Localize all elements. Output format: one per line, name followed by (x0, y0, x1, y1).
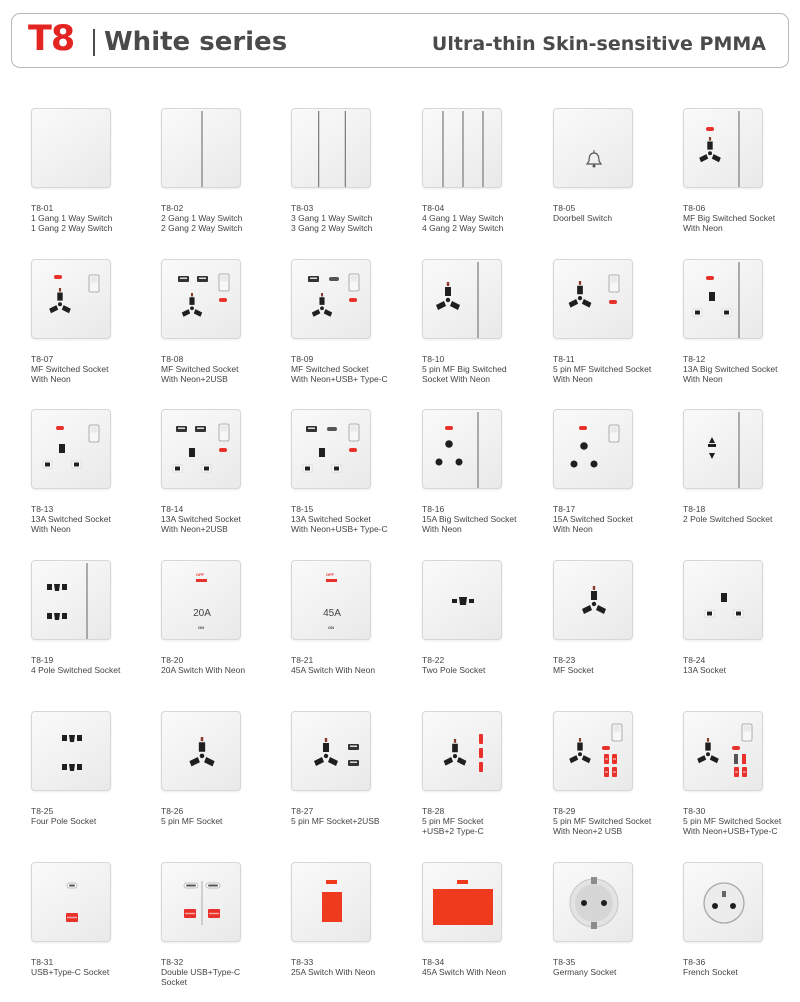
product-description: 4 Gang 1 Way Switch 4 Gang 2 Way Switch (422, 213, 504, 233)
product-panel-image (291, 711, 371, 791)
product-card (161, 409, 279, 549)
product-description: 13A Socket (683, 665, 727, 675)
product-card (553, 108, 671, 248)
product-code: T8-35 (553, 957, 576, 967)
product-description: MF Switched Socket With Neon+2USB (161, 364, 239, 384)
product-description: MF Big Switched Socket With Neon (683, 213, 776, 233)
product-card (291, 259, 409, 399)
series-title: White series (104, 27, 288, 57)
product-card (422, 108, 540, 248)
product-description: 45A Switch With Neon (291, 665, 376, 675)
product-panel-image (553, 862, 633, 942)
product-description: 13A Switched Socket With Neon+USB+ Type-C (291, 514, 388, 534)
product-card (291, 862, 409, 1002)
product-card (31, 711, 149, 851)
product-panel-image (31, 862, 111, 942)
product-panel-image (161, 409, 241, 489)
off-label: OFF (326, 572, 334, 577)
product-code: T8-06 (683, 203, 706, 213)
product-description: MF Socket (553, 665, 594, 675)
product-code: T8-26 (161, 806, 184, 816)
product-panel-image (683, 108, 763, 188)
tagline: Ultra-thin Skin-sensitive PMMA (431, 33, 766, 55)
product-code: T8-05 (553, 203, 576, 213)
product-code: T8-36 (683, 957, 706, 967)
product-card (291, 409, 409, 549)
product-panel-image (161, 560, 241, 640)
product-card (553, 560, 671, 700)
product-panel-image (161, 108, 241, 188)
product-description: Two Pole Socket (422, 665, 486, 675)
product-description: 2 Gang 1 Way Switch 2 Gang 2 Way Switch (161, 213, 243, 233)
product-code: T8-25 (31, 806, 54, 816)
product-code: T8-34 (422, 957, 445, 967)
product-panel-image (553, 711, 633, 791)
product-panel-image (553, 259, 633, 339)
product-panel-image (161, 862, 241, 942)
product-panel-image (31, 108, 111, 188)
product-description: USB+Type-C Socket (31, 967, 110, 977)
product-panel-image (291, 409, 371, 489)
product-code: T8-13 (31, 504, 54, 514)
product-panel-image (683, 862, 763, 942)
on-label: ON (328, 625, 334, 630)
product-card (422, 409, 540, 549)
product-code: T8-20 (161, 655, 184, 665)
product-code: T8-07 (31, 354, 54, 364)
product-description: MF Switched Socket With Neon+USB+ Type-C (291, 364, 388, 384)
amp-label: 20A (193, 608, 211, 619)
product-panel-image (683, 259, 763, 339)
product-panel-image (422, 409, 502, 489)
product-code: T8-33 (291, 957, 314, 967)
product-card (161, 259, 279, 399)
product-code: T8-22 (422, 655, 445, 665)
product-description: 5 pin MF Switched Socket With Neon (553, 364, 652, 384)
product-card (291, 108, 409, 248)
product-panel-image (161, 711, 241, 791)
product-card (683, 108, 800, 248)
product-panel-image (553, 560, 633, 640)
brand-title: T8 (28, 19, 75, 59)
product-card (683, 862, 800, 1002)
product-description: 5 pin MF Socket+2USB (291, 816, 380, 826)
product-description: MF Switched Socket With Neon (31, 364, 109, 384)
product-code: T8-08 (161, 354, 184, 364)
product-card (161, 711, 279, 851)
product-panel-image (291, 862, 371, 942)
product-panel-image (553, 409, 633, 489)
product-card (553, 711, 671, 851)
product-description: Four Pole Socket (31, 816, 97, 826)
product-description: Germany Socket (553, 967, 617, 977)
product-code: T8-31 (31, 957, 54, 967)
product-description: 25A Switch With Neon (291, 967, 376, 977)
product-description: 5 pin MF Big Switched Socket With Neon (422, 364, 507, 384)
product-panel-image (422, 711, 502, 791)
product-code: T8-10 (422, 354, 445, 364)
product-panel-image (291, 108, 371, 188)
product-card (291, 560, 409, 700)
product-panel-image (161, 259, 241, 339)
product-code: T8-14 (161, 504, 184, 514)
product-description: 15A Switched Socket With Neon (553, 514, 633, 534)
product-description: Double USB+Type-C Socket (161, 967, 241, 987)
product-code: T8-12 (683, 354, 706, 364)
product-code: T8-27 (291, 806, 314, 816)
product-description: 20A Switch With Neon (161, 665, 246, 675)
product-card (553, 409, 671, 549)
product-panel-image (31, 409, 111, 489)
product-card (31, 862, 149, 1002)
product-panel-image (683, 409, 763, 489)
product-panel-image (683, 560, 763, 640)
product-panel-image (422, 259, 502, 339)
product-panel-image (31, 259, 111, 339)
product-description: 15A Big Switched Socket With Neon (422, 514, 517, 534)
product-description: 5 pin MF Switched Socket With Neon+2 USB (553, 816, 652, 836)
product-card (31, 560, 149, 700)
product-code: T8-02 (161, 203, 184, 213)
product-card (422, 560, 540, 700)
product-code: T8-03 (291, 203, 314, 213)
product-panel-image (422, 862, 502, 942)
product-code: T8-09 (291, 354, 314, 364)
product-panel-image (422, 108, 502, 188)
product-card (422, 711, 540, 851)
product-card (31, 108, 149, 248)
product-description: 1 Gang 1 Way Switch 1 Gang 2 Way Switch (31, 213, 113, 233)
product-panel-image (291, 560, 371, 640)
product-code: T8-21 (291, 655, 314, 665)
product-code: T8-04 (422, 203, 445, 213)
product-description: 5 pin MF Switched Socket With Neon+USB+Type-C (683, 816, 782, 836)
product-description: 13A Big Switched Socket With Neon (683, 364, 778, 384)
product-description: 5 pin MF Socket (161, 816, 223, 826)
product-card (683, 560, 800, 700)
product-panel-image (553, 108, 633, 188)
product-code: T8-01 (31, 203, 54, 213)
product-code: T8-30 (683, 806, 706, 816)
product-card (161, 560, 279, 700)
product-card (683, 409, 800, 549)
amp-label: 45A (323, 608, 341, 619)
product-code: T8-24 (683, 655, 706, 665)
product-card (31, 259, 149, 399)
product-card (553, 862, 671, 1002)
product-panel-image (31, 711, 111, 791)
product-description: 2 Pole Switched Socket (683, 514, 773, 524)
product-card (422, 259, 540, 399)
product-panel-image (31, 560, 111, 640)
product-code: T8-28 (422, 806, 445, 816)
product-description: French Socket (683, 967, 738, 977)
product-code: T8-17 (553, 504, 576, 514)
product-description: 4 Pole Switched Socket (31, 665, 121, 675)
product-description: 45A Switch With Neon (422, 967, 507, 977)
off-label: OFF (196, 572, 204, 577)
product-panel-image (422, 560, 502, 640)
product-panel-image (291, 259, 371, 339)
product-panel-image (683, 711, 763, 791)
product-code: T8-18 (683, 504, 706, 514)
product-description: 13A Switched Socket With Neon (31, 514, 111, 534)
product-card (422, 862, 540, 1002)
product-description: 3 Gang 1 Way Switch 3 Gang 2 Way Switch (291, 213, 373, 233)
product-description: Doorbell Switch (553, 213, 613, 223)
product-card (161, 862, 279, 1002)
product-code: T8-32 (161, 957, 184, 967)
product-code: T8-19 (31, 655, 54, 665)
product-card (683, 711, 800, 851)
product-card (553, 259, 671, 399)
product-description: 5 pin MF Socket +USB+2 Type-C (422, 816, 484, 836)
product-card (291, 711, 409, 851)
product-card (161, 108, 279, 248)
product-code: T8-15 (291, 504, 314, 514)
product-code: T8-16 (422, 504, 445, 514)
product-code: T8-23 (553, 655, 576, 665)
on-label: ON (198, 625, 204, 630)
product-code: T8-11 (553, 354, 575, 364)
product-card (31, 409, 149, 549)
product-card (683, 259, 800, 399)
product-description: 13A Switched Socket With Neon+2USB (161, 514, 241, 534)
product-code: T8-29 (553, 806, 576, 816)
